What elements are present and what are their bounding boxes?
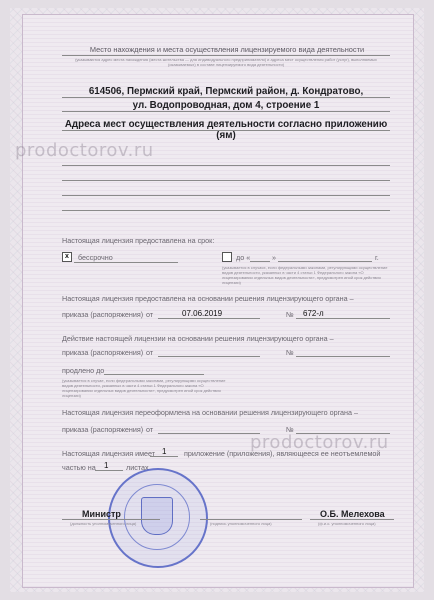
address-line-2-underline — [62, 111, 390, 112]
term-hint: (указывается в случаях, если федеральными законами, регулирующими осуществление видов деятельности, указанных в части 4 статьи 1 Федерального закона «О лицензировании отдельных видов деятельности», предусмотрен иной срок действия лицензии) — [222, 265, 388, 285]
attachment-count-underline — [150, 456, 178, 457]
attachment-sheets-underline — [95, 470, 123, 471]
extension-from-label: от — [146, 348, 154, 357]
address-line-1: 614506, Пермский край, Пермский район, д. Кондратово, — [88, 86, 364, 97]
signature-hint: (подпись уполномоченного лица) — [210, 521, 272, 526]
reissue-label: Настоящая лицензия переоформлена на основании решения лицензирующего органа – — [62, 408, 358, 417]
extension-number-underline — [296, 356, 390, 357]
basis-number: 672-л — [303, 309, 324, 318]
extension-order-label: приказа (распоряжения) — [62, 348, 144, 357]
address-line-1-underline — [62, 97, 390, 98]
address-line-2: ул. Водопроводная, дом 4, строение 1 — [132, 100, 320, 111]
term-until-prefix: до « — [236, 253, 251, 262]
extension-no-label: № — [286, 348, 294, 357]
watermark-bottom: prodoctorov.ru — [250, 432, 389, 453]
extension-extended-label: продлено до — [62, 366, 105, 375]
attachment-count: 1 — [162, 447, 167, 456]
reissue-no-label: № — [286, 425, 294, 434]
address-header: Место нахождения и места осуществления лицензируемого вида деятельности — [89, 45, 365, 54]
term-label: Настоящая лицензия предоставлена на срок: — [62, 236, 215, 245]
signatory-name: О.Б. Мелехова — [320, 509, 385, 519]
term-month-line — [278, 261, 372, 262]
position-hint: (должность уполномоченного лица) — [70, 521, 137, 526]
basis-order-label: приказа (распоряжения) — [62, 310, 144, 319]
name-hint: (ф.и.о. уполномоченного лица) — [318, 521, 376, 526]
term-until-year: г. — [375, 253, 379, 262]
address-header-underline — [62, 55, 390, 56]
basis-no-label: № — [286, 310, 294, 319]
term-unlimited-checkbox: x — [62, 252, 72, 262]
blank-line — [62, 210, 390, 211]
address-line-3-underline — [62, 130, 390, 131]
reissue-from-label: от — [146, 425, 154, 434]
blank-line — [62, 195, 390, 196]
signature-underline — [200, 519, 302, 520]
reissue-date-underline — [158, 433, 260, 434]
blank-line — [62, 165, 390, 166]
term-day-line — [250, 261, 270, 262]
reissue-order-label: приказа (распоряжения) — [62, 425, 144, 434]
blank-line — [62, 180, 390, 181]
position-underline — [62, 519, 160, 520]
basis-date: 07.06.2019 — [182, 309, 223, 318]
extension-extended-underline — [104, 374, 204, 375]
extension-date-underline — [158, 356, 260, 357]
attachment-part-pre: частью на — [62, 463, 96, 472]
address-line-3: Адреса мест осуществления деятельности согласно приложению (ям) — [64, 119, 388, 141]
watermark-top: prodoctorov.ru — [15, 140, 154, 161]
address-hint: (указываются адрес места нахождения (места жительства — для индивидуального предпринимателя) и адреса мест осуществления работ (услуг), выполняемых (оказываемых) в составе лицензируемого вида деятельности) — [75, 57, 377, 67]
term-until-checkbox — [222, 252, 232, 262]
signatory-position: Министр — [82, 509, 121, 519]
term-unlimited-label: бессрочно — [78, 253, 113, 262]
attachment-sheets: 1 — [104, 461, 109, 470]
extension-label: Действие настоящей лицензии на основании решения лицензирующего органа – — [62, 334, 334, 343]
basis-number-underline — [296, 318, 390, 319]
term-until-mid: » — [272, 253, 276, 262]
term-unlimited-underline — [74, 262, 178, 263]
basis-date-underline — [158, 318, 260, 319]
attachment-part-post: листах — [126, 463, 149, 472]
basis-from-label: от — [146, 310, 154, 319]
basis-label: Настоящая лицензия предоставлена на основании решения лицензирующего органа – — [62, 294, 354, 303]
extension-hint: (указывается в случае, если федеральными законами, регулирующими осуществление видов деятельности, указанных в части 4 статьи 1 Федерального закона «О лицензировании отдельных видов деятельности», предусмотрен иной срок действия лицензии) — [62, 378, 226, 398]
attachment-label-mid: приложение (приложения), являющееся ее неотъемлемой — [184, 449, 381, 458]
attachment-label-pre: Настоящая лицензия имеет — [62, 449, 156, 458]
coat-of-arms-emblem — [141, 497, 173, 535]
name-underline — [310, 519, 394, 520]
